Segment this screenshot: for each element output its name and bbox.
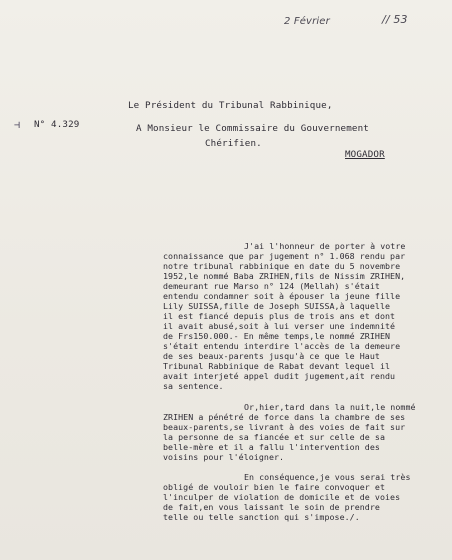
recipient-line-1: A Monsieur le Commissaire du Gouvernement [136, 123, 369, 134]
body-line: Lily SUISSA,fille de Joseph SUISSA,à laquelle [163, 301, 391, 311]
body-line: 1952,le nommé Baba ZRIHEN,fils de Nissim ZRIHEN, [163, 271, 406, 281]
body-line: notre tribunal rabbinique en date du 5 novembre [163, 261, 401, 271]
folio-number: // 53 [382, 13, 408, 26]
body-line: obligé de vouloir bien le faire convoquer et [163, 482, 385, 492]
body-line: il est fiancé depuis plus de trois ans et dont [163, 311, 396, 321]
body-line: voisins pour l'éloigner. [163, 452, 285, 462]
body-line: entendu condamner soit à épouser la jeune fille [163, 291, 401, 301]
body-line: ZRIHEN a pénétré de force dans la chambre de ses [163, 412, 406, 422]
margin-arrow-mark: ⊣ [14, 120, 21, 131]
body-line: beaux-parents,se livrant à des voies de fait sur [163, 422, 406, 432]
body-line: Tribunal Rabbinique de Rabat devant lequel il [163, 361, 391, 371]
body-line: il avait abusé,soit à lui verser une indemnité [163, 321, 396, 331]
body-line: de ses beaux-parents jusqu'à ce que le Haut [163, 351, 380, 361]
reference-number: N° 4.329 [34, 119, 80, 130]
body-line: telle ou telle sanction qui s'impose./. [163, 512, 360, 522]
body-line: de Frs150.000.- En même temps,le nommé ZRIHEN [163, 331, 391, 341]
body-line: belle-mère et il a fallu l'intervention des [163, 442, 380, 452]
body-line: avait interjeté appel dudit jugement,ait rendu [163, 371, 396, 381]
body-line: En conséquence,je vous serai très [244, 472, 411, 482]
body-line: demeurant rue Marso n° 124 (Mellah) s'était [163, 281, 380, 291]
location-heading: MOGADOR [345, 149, 385, 160]
body-line: s'était entendu interdire l'accès de la demeure [163, 341, 401, 351]
recipient-line-2: Chérifien. [205, 138, 262, 149]
body-line: J'ai l'honneur de porter à votre [244, 241, 406, 251]
handwritten-date: 2 Février [284, 16, 330, 27]
body-line: la personne de sa fiancée et sur celle de sa [163, 432, 385, 442]
body-line: l'inculper de violation de domicile et de voies [163, 492, 401, 502]
body-line: de fait,en vous laissant le soin de prendre [163, 502, 380, 512]
body-line: Or,hier,tard dans la nuit,le nommé [244, 402, 416, 412]
body-line: connaissance que par jugement n° 1.068 rendu par [163, 251, 406, 261]
body-line: sa sentence. [163, 381, 224, 391]
sender-line: Le Président du Tribunal Rabbinique, [128, 100, 333, 111]
